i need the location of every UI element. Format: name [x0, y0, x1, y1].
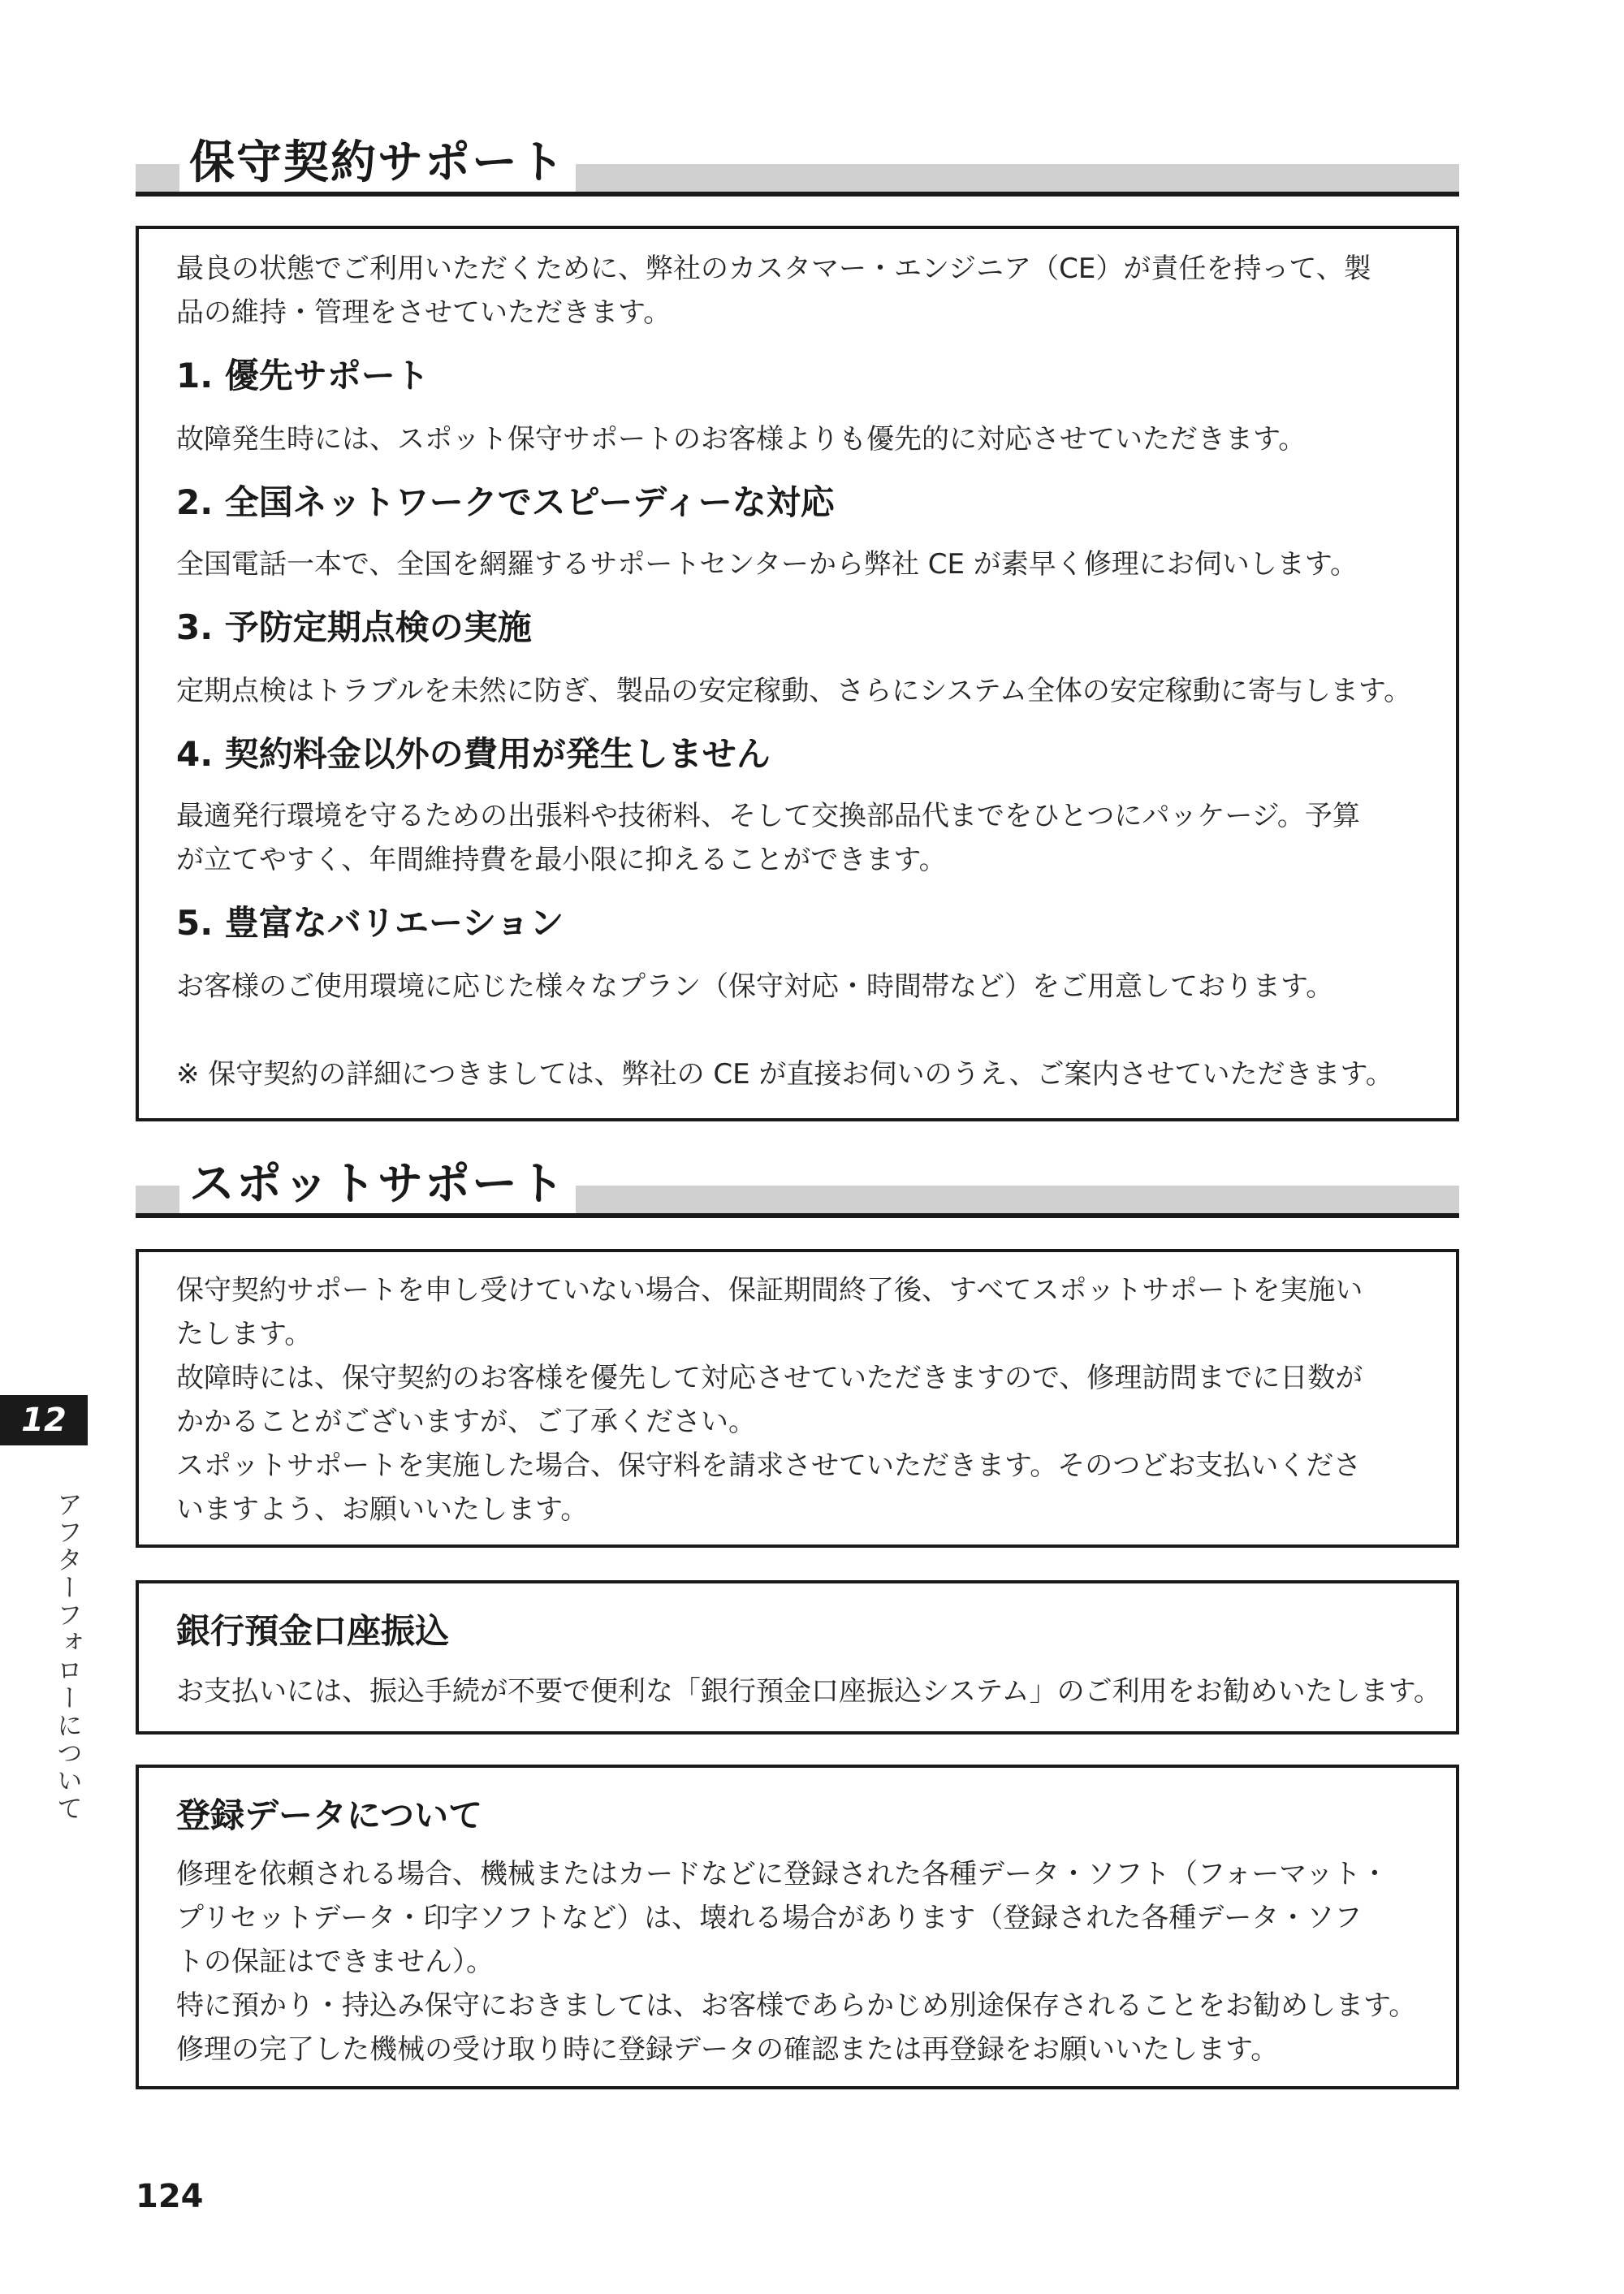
note-text: ※ 保守契約の詳細につきましては、弊社の CE が直接お伺いのうえ、ご案内させていただきます。 — [176, 1058, 1393, 1091]
item-text: お客様のご使用環境に応じた様々なプラン（保守対応・時間帯など）をご用意しております。 — [176, 970, 1334, 1003]
item-text: 故障発生時には、スポット保守サポートのお客様よりも優先的に対応させていただきます。 — [176, 423, 1307, 456]
section-header-maintenance — [136, 138, 1459, 197]
box-heading: 登録データについて — [176, 1795, 483, 1835]
section-header-spot — [136, 1160, 1459, 1218]
maintenance-box — [136, 226, 1459, 1121]
section-title: 保守契約サポート — [179, 127, 576, 192]
item-text: 最適発行環境を守るための出張料や技術料、そして交換部品代までをひとつにパッケージ。予算 — [176, 800, 1360, 832]
chapter-title-vertical: アフターフォローについて — [53, 1491, 84, 1822]
data-line: 特に預かり・持込み保守におきましては、お客様であらかじめ別途保存されることをお勧めします。 — [176, 1989, 1417, 2022]
spot-line: たします。 — [176, 1318, 313, 1350]
data-line: プリセットデータ・印字ソフトなど）は、壊れる場合があります（登録された各種データ・ソフ — [176, 1902, 1363, 1934]
section-title: スポットサポート — [179, 1148, 576, 1213]
item-heading: 4. 契約料金以外の費用が発生しません — [176, 734, 771, 774]
spot-line: かかることがございますが、ご了承ください。 — [176, 1406, 756, 1438]
data-line: 修理を依頼される場合、機械またはカードなどに登録された各種データ・ソフト（フォーマット・ — [176, 1858, 1389, 1890]
bank-transfer-box — [136, 1580, 1459, 1735]
intro-line: 最良の状態でご利用いただくために、弊社のカスタマー・エンジニア（CE）が責任を持って、製 — [176, 253, 1371, 285]
spot-line: スポットサポートを実施した場合、保守料を請求させていただきます。そのつどお支払いくださ — [176, 1449, 1362, 1482]
box-heading: 銀行預金口座振込 — [176, 1611, 450, 1651]
spot-line: 保守契約サポートを申し受けていない場合、保証期間終了後、すべてスポットサポートを実施い — [176, 1274, 1363, 1307]
bank-text: お支払いには、振込手続が不要で便利な「銀行預金口座振込システム」のご利用をお勧めいたします。 — [176, 1675, 1441, 1708]
data-line: 修理の完了した機械の受け取り時に登録データの確認または再登録をお願いいたします。 — [176, 2033, 1279, 2066]
spot-line: いますよう、お願いいたします。 — [176, 1493, 589, 1526]
registered-data-box — [136, 1765, 1459, 2089]
intro-line: 品の維持・管理をさせていただきます。 — [176, 296, 672, 329]
spot-line: 故障時には、保守契約のお客様を優先して対応させていただきますので、修理訪問までに日数が — [176, 1362, 1363, 1394]
item-heading: 3. 予防定期点検の実施 — [176, 607, 532, 647]
item-text: 全国電話一本で、全国を網羅するサポートセンターから弊社 CE が素早く修理にお伺いします。 — [176, 548, 1358, 581]
spot-box — [136, 1249, 1459, 1548]
item-text: 定期点検はトラブルを未然に防ぎ、製品の安定稼動、さらにシステム全体の安定稼動に寄与します。 — [176, 675, 1412, 707]
chapter-number-tab: 12 — [0, 1395, 88, 1445]
page-number: 124 — [136, 2178, 204, 2215]
data-line: トの保証はできません）。 — [176, 1946, 494, 1978]
item-heading: 5. 豊富なバリエーション — [176, 903, 564, 943]
item-heading: 1. 優先サポート — [176, 356, 430, 395]
item-text: が立てやすく、年間維持費を最小限に抑えることができます。 — [176, 844, 947, 876]
item-heading: 2. 全国ネットワークでスピーディーな対応 — [176, 482, 835, 522]
